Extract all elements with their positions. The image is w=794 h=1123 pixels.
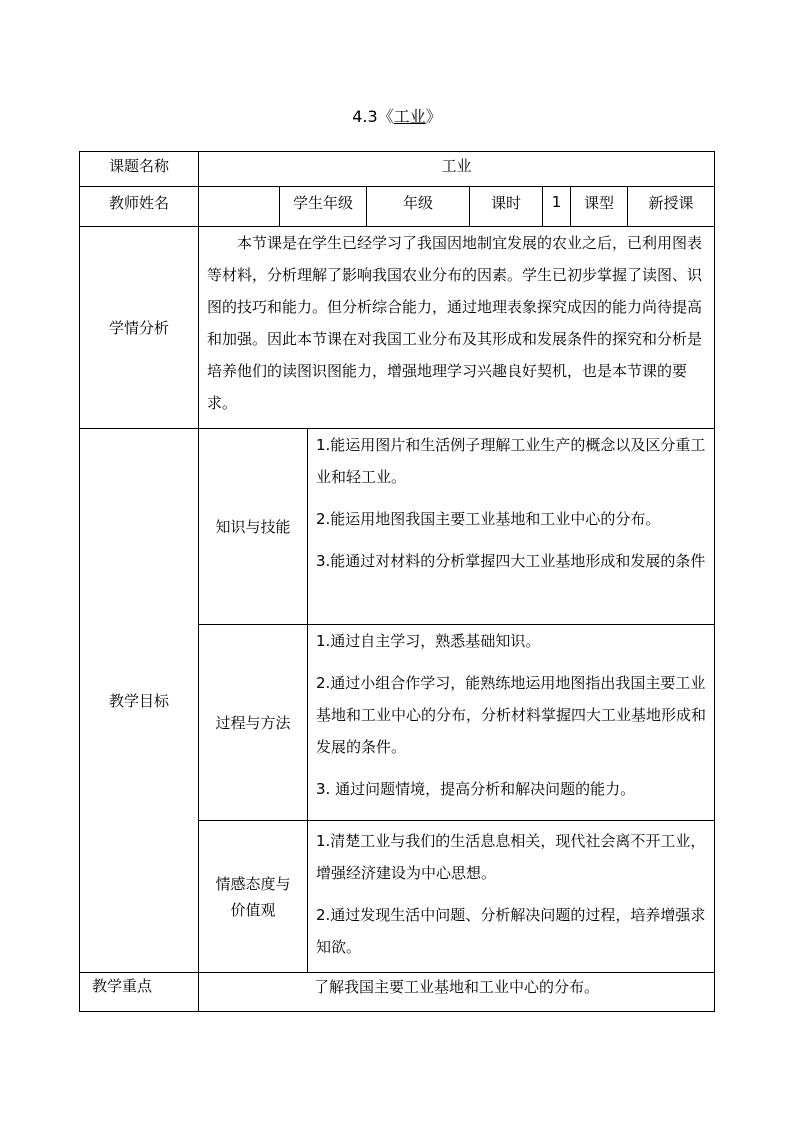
topic-label: 课题名称 [108, 156, 169, 175]
topic-value: 工业 [441, 156, 472, 175]
knowledge-label: 知识与技能 [215, 518, 291, 536]
title-underlined: 工业 [393, 107, 426, 126]
focus-value: 了解我国主要工业基地和工业中心的分布。 [313, 977, 599, 996]
knowledge-item: 1.能运用图片和生活例子理解工业生产的概念以及区分重工业和轻工业。 [316, 436, 706, 486]
knowledge-item: 3.能通过对材料的分析掌握四大工业基地形成和发展的条件 [316, 552, 706, 570]
emotion-cell [308, 821, 714, 972]
knowledge-cell [308, 429, 714, 624]
teacher-value [199, 187, 279, 217]
focus-label: 教学重点 [92, 977, 153, 995]
process-cell [308, 625, 714, 820]
emotion-item: 1.清楚工业与我们的生活息息相关，现代社会离不开工业，增强经济建设为中心思想。 [316, 832, 706, 882]
type-label: 课型 [583, 193, 614, 212]
analysis-label: 学情分析 [108, 319, 169, 337]
process-label: 过程与方法 [215, 714, 291, 732]
grade-label: 学生年级 [292, 193, 353, 212]
emotion-item: 2.通过发现生活中问题、分析解决问题的过程，培养增强求知欲。 [316, 906, 706, 956]
emotion-label [199, 821, 307, 972]
hours-value: 1 [551, 193, 562, 211]
analysis-text: 本节课是在学生已经学习了我国因地制宜发展的农业之后，已利用图表等材料，分析理解了影响我国农业分布的因素。学生已初步掌握了读图、识图的技巧和能力。但分析综合能力，通过地理表象探究成因的能力尚待提高和加强。因此本节课在对我国工业分布及其形成和发展条件的探究和分析是培养他们的读图识图能力，增强地理学习兴趣良好契机，也是本节课的要求。 [207, 234, 703, 412]
table-border-bottom [79, 1011, 715, 1012]
emotion-label-line1: 情感态度与 [215, 874, 291, 893]
hours-label: 课时 [490, 193, 521, 212]
process-item: 2.通过小组合作学习，能熟练地运用地图指出我国主要工业基地和工业中心的分布，分析材料掌握四大工业基地形成和发展的条件。 [316, 674, 707, 756]
grade-value: 年级 [402, 193, 433, 212]
title-suffix: 》 [425, 107, 442, 126]
process-item: 1.通过自主学习，熟悉基础知识。 [316, 632, 541, 650]
type-value: 新授课 [648, 193, 694, 212]
process-item: 3. 通过问题情境，提高分析和解决问题的能力。 [316, 780, 636, 798]
document-title [0, 105, 794, 129]
analysis-cell [199, 227, 714, 428]
knowledge-item: 2.能运用地图我国主要工业基地和工业中心的分布。 [316, 510, 661, 528]
teacher-label: 教师姓名 [108, 193, 169, 212]
title-prefix: 4.3《 [352, 107, 394, 126]
table-border-right [714, 151, 715, 1012]
goals-label: 教学目标 [108, 692, 169, 710]
emotion-label-line2: 价值观 [230, 900, 276, 919]
